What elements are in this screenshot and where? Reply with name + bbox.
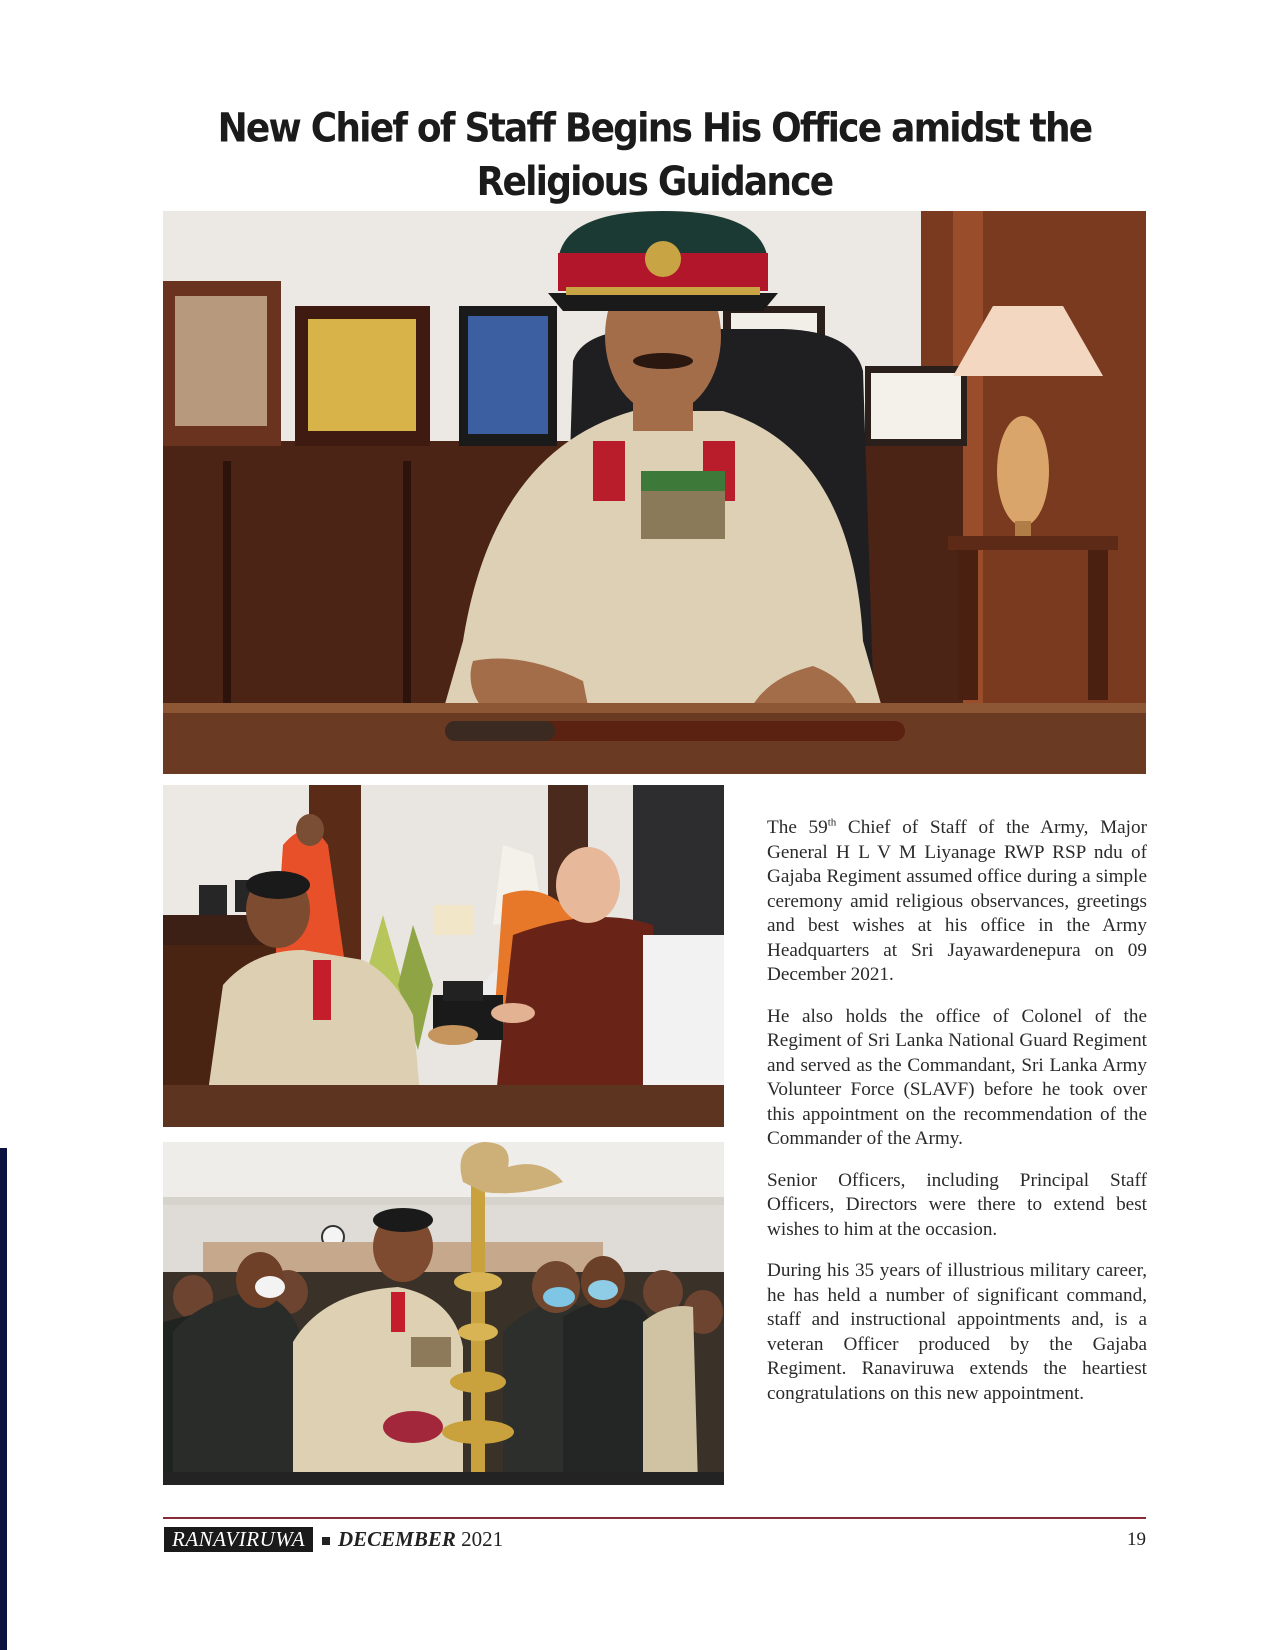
square-bullet-icon — [322, 1537, 330, 1545]
issue-year: 2021 — [461, 1527, 504, 1551]
magazine-name: RANAVIRUWA — [164, 1527, 313, 1552]
photo-religious-observance — [163, 785, 724, 1127]
page-number: 19 — [1127, 1529, 1146, 1550]
article-body — [767, 816, 1147, 1423]
article-paragraph: During his 35 years of illustrious military career, he has held a number of significant command, staff and instructional appointments and, is a veteran Officer produced by the Gajaba Regiment. Ranaviruwa extends the heartiest congratulations on this new appointment. — [767, 1260, 1147, 1404]
footer-divider — [163, 1517, 1146, 1519]
photo-lighting-oil-lamp — [163, 1142, 724, 1485]
article-title: New Chief of Staff Begins His Office amidst the Religious Guidance — [217, 105, 1092, 206]
issue-date — [338, 1526, 503, 1552]
article-paragraph: The 59th Chief of Staff of the Army, Major General H L V M Liyanage RWP RSP ndu of Gajaba Regiment assumed office during a simple ceremony amid religious observances, greetings and best wishes at his office in the Army Headquarters at Sri Jayawardenepura on 09 December 2021. — [767, 816, 1147, 985]
article-paragraph: He also holds the office of Colonel of the Regiment of Sri Lanka National Guard Regiment and served as the Commandant, Sri Lanka Army Volunteer Force (SLAVF) before he took over this appointment on the recommendation of the Commander of the Army. — [767, 1005, 1147, 1149]
photo-officer-at-desk — [163, 211, 1146, 774]
page-edge-bar — [0, 1148, 7, 1650]
article-paragraph: Senior Officers, including Principal Staff Officers, Directors were there to extend best wishes to him at the occasion. — [767, 1169, 1147, 1240]
issue-month: DECEMBER — [338, 1527, 456, 1551]
